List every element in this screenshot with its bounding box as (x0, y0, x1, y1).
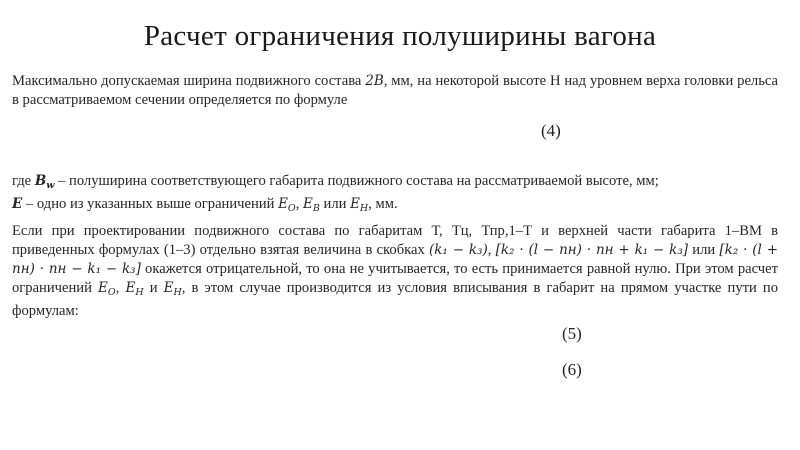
symbol-bw (35, 173, 55, 189)
where-paragraph (12, 172, 778, 218)
symbol-e: E (12, 196, 23, 212)
equation-number-5: (5) (562, 324, 582, 343)
main-paragraph (12, 222, 778, 321)
symbol-main-ev (125, 280, 143, 296)
formula-2b: 2B (365, 73, 384, 89)
where-text-1: где (12, 173, 35, 189)
main-comma: , (115, 280, 126, 296)
formula-bracket-2: [k₂ · (l + nн) · nн − k₁ − k₃] (12, 242, 779, 277)
where-or: или (319, 196, 351, 212)
formula-k1-k3: (k₁ − k₃) (428, 242, 488, 258)
equation-number-6: (6) (562, 360, 582, 379)
symbol-main-eo (98, 280, 116, 296)
symbol-eo-sub: O (287, 203, 296, 214)
symbol-main-eo-letter: E (98, 280, 108, 296)
symbol-main-ev-sub: H (135, 287, 144, 298)
symbol-main-en (164, 280, 182, 296)
symbol-ev (303, 196, 320, 212)
symbol-en (350, 196, 368, 212)
where-text-2: – полуширина соответствующего габарита подвижного состава на рассматриваемой высоте, мм; (54, 173, 659, 189)
main-text-1: Если при проектировании подвижного состава по габаритам Т, Тц, Тпр,1–Т и верхней части габарита 1–ВМ в приведенных формулах (1–3) отдельно взятая величина в скобках (12, 223, 778, 258)
symbol-eo (278, 196, 296, 212)
main-and: и (143, 280, 164, 296)
main-or: или (688, 242, 720, 258)
symbol-ev-letter: E (303, 196, 313, 212)
equation-number-4: (4) (541, 121, 561, 140)
main-text-3: , в этом случае производится из условия вписывания в габарит на прямом участке пути по формулам: (12, 280, 779, 319)
main-sep: , (487, 242, 496, 258)
symbol-main-ev-letter: E (125, 280, 136, 296)
symbol-en-letter: E (350, 196, 360, 212)
symbol-main-en-letter: E (163, 280, 174, 296)
formula-bracket-1: [k₂ · (l − nн) · nн + k₁ − k₃] (495, 242, 689, 258)
symbol-en-sub: H (359, 203, 369, 214)
intro-text-1: Максимально допускаемая ширина подвижного состава (12, 73, 366, 89)
symbol-eo-letter: E (278, 196, 288, 212)
symbol-main-eo-sub: O (107, 287, 116, 298)
intro-text-2: , мм, на некоторой высоте Н над уровнем верха головки рельса в рассматриваемом сечении определяется по формуле (12, 73, 778, 108)
where-text-3: – одно из указанных выше ограничений (22, 196, 279, 212)
main-text-2: окажется отрицательной, то она не учитывается, то есть принимается равной нулю. При этом расчет ограничений (12, 261, 778, 296)
intro-paragraph (12, 72, 778, 110)
slide-title: Расчет ограничения полуширины вагона (143, 20, 657, 52)
symbol-bw-letter: B (34, 173, 47, 189)
symbol-bw-sub: w (46, 180, 55, 191)
symbol-ev-sub: B (312, 203, 320, 214)
where-end: , мм. (368, 196, 398, 212)
where-comma: , (295, 196, 304, 212)
symbol-main-en-sub: H (173, 287, 182, 298)
